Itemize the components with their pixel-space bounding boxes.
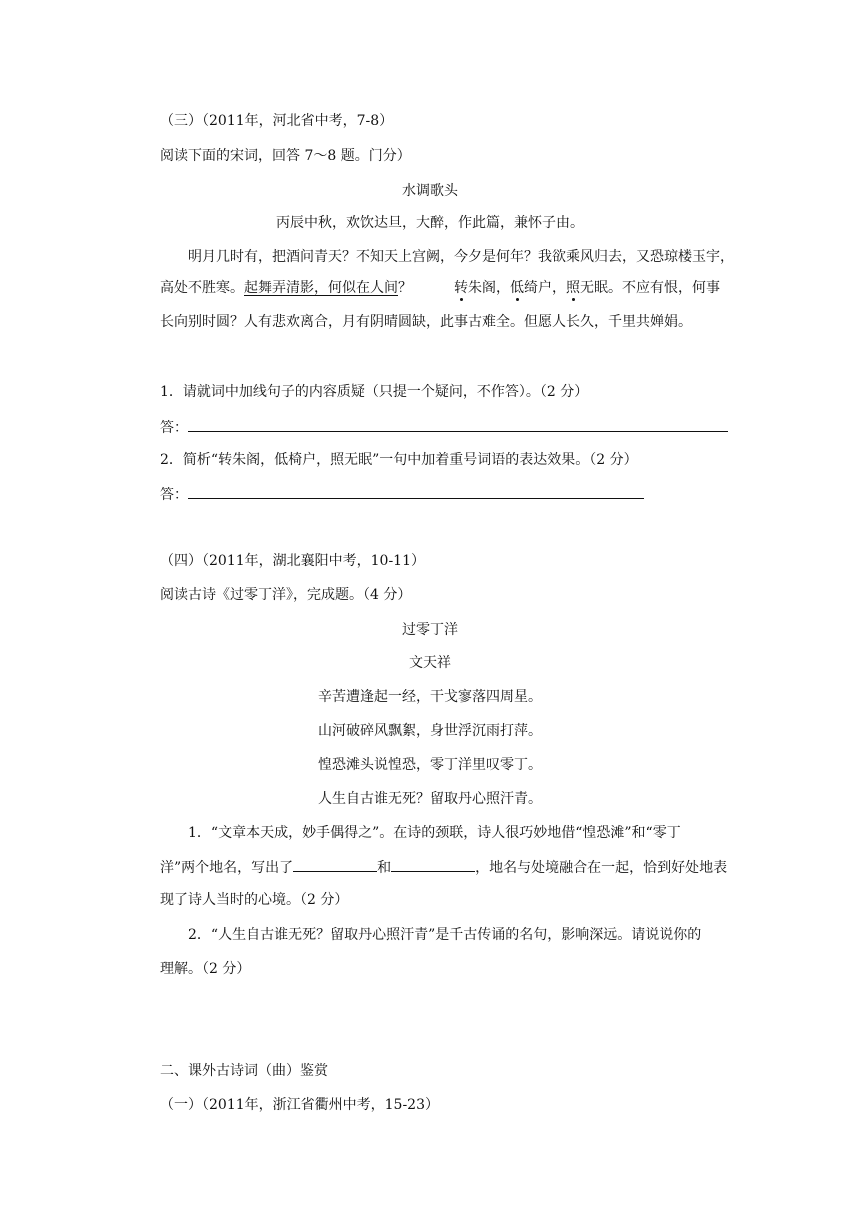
answer-line-2 [160, 484, 644, 505]
question-text: ，地名与处境融合在一起，恰到好处地表 [475, 860, 728, 876]
question-4-2-line-b: 理解。（2 分） [160, 961, 251, 977]
answer-label: 答： [160, 487, 188, 503]
emphasized-char: 转 [454, 280, 468, 296]
question-4-2-line-a: 2．“人生自古谁无死？留取丹心照汗青”是千古传诵的名句，影响深远。请说说你的 [188, 927, 702, 943]
question-3-2: 2．简析“转朱阁，低椅户，照无眠”一句中加着重号词语的表达效果。（2 分） [160, 452, 638, 468]
question-4-1-line-b [160, 857, 727, 878]
section-3-title: （三）（2011年，河北省中考，7-8） [160, 113, 394, 129]
poem-text: ？ [398, 280, 412, 296]
part-2-heading: 二、课外古诗词（曲）鉴赏 [160, 1063, 328, 1079]
part-2-subsection: （一）（2011年，浙江省衢州中考，15-23） [160, 1097, 439, 1113]
question-text: 和 [377, 860, 392, 876]
poem-line: 辛苦遭逢起一经，干戈寥落四周星。 [318, 689, 542, 705]
question-text: 洋”两个地名，写出了 [160, 860, 294, 876]
poem-body-line-2 [160, 278, 720, 298]
section-4-intro: 阅读古诗《过零丁洋》，完成题。（4 分） [160, 587, 412, 603]
poem-line: 山河破碎风飘絮，身世浮沉雨打萍。 [318, 723, 542, 739]
answer-blank[interactable] [188, 484, 644, 499]
section-3-intro: 阅读下面的宋词，回答 7～8 题。门分） [160, 148, 411, 164]
poem-preface: 丙辰中秋，欢饮达旦，大醉，作此篇，兼怀子由。 [276, 215, 584, 231]
emphasized-char: 照 [566, 280, 580, 296]
emphasized-char: 低 [510, 280, 524, 296]
poem-body-line-1: 明月几时有，把酒问青天？不知天上宫阙，今夕是何年？我欲乘风归去，又恐琼楼玉宇， [188, 249, 734, 265]
question-3-1: 1．请就词中加线句子的内容质疑（只提一个疑问，不作答）。（2 分） [160, 384, 589, 400]
poem-text: 高处不胜寒。 [160, 280, 244, 296]
poem-title-shuidiao: 水调歌头 [402, 183, 458, 199]
fill-blank[interactable] [391, 857, 475, 872]
fill-blank[interactable] [293, 857, 377, 872]
question-4-1-line-c: 现了诗人当时的心境。（2 分） [160, 892, 349, 908]
answer-blank[interactable] [188, 417, 728, 432]
underlined-sentence: 起舞弄清影，何似在人间 [244, 280, 398, 296]
section-4-title: （四）（2011年，湖北襄阳中考，10-11） [160, 553, 425, 569]
answer-label: 答： [160, 420, 188, 436]
answer-line-1 [160, 417, 728, 438]
poem-title-guolingding: 过零丁洋 [402, 622, 458, 638]
poem-text: 绮户， [524, 280, 566, 296]
poem-author: 文天祥 [409, 655, 451, 671]
poem-text: 无眠。不应有恨，何事 [580, 280, 720, 296]
poem-line: 人生自古谁无死？留取丹心照汗青。 [318, 791, 542, 807]
poem-body-line-3: 长向别时圆？人有悲欢离合，月有阴晴圆缺，此事古难全。但愿人长久，千里共婵娟。 [160, 314, 692, 330]
poem-line: 惶恐滩头说惶恐，零丁洋里叹零丁。 [318, 757, 542, 773]
question-4-1-line-a: 1．“文章本天成，妙手偶得之”。在诗的颈联，诗人很巧妙地借“惶恐滩”和“零丁 [188, 825, 681, 841]
poem-text: 朱阁， [468, 280, 510, 296]
